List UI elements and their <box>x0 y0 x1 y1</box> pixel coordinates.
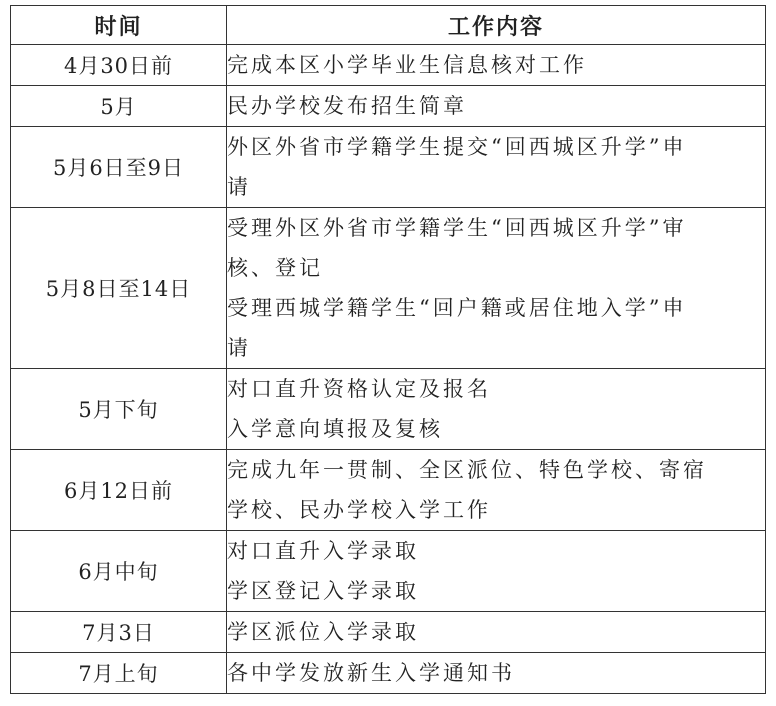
work-line: 对口直升入学录取 <box>227 539 419 563</box>
time-cell: 5月下旬 <box>11 369 227 450</box>
work-line: 各中学发放新生入学通知书 <box>227 661 515 685</box>
work-line: 对口直升资格认定及报名 <box>227 377 491 401</box>
header-row <box>11 6 766 45</box>
table-row <box>11 86 766 127</box>
time-cell: 5月 <box>11 86 227 127</box>
work-line: 学区登记入学录取 <box>227 579 419 603</box>
work-cell <box>227 86 766 127</box>
table-row <box>11 450 766 531</box>
time-cell: 6月12日前 <box>11 450 227 531</box>
work-line: 完成本区小学毕业生信息核对工作 <box>227 53 587 77</box>
work-cell <box>227 369 766 450</box>
time-cell: 7月上旬 <box>11 653 227 694</box>
work-line: 完成九年一贯制、全区派位、特色学校、寄宿 <box>227 458 707 482</box>
time-cell: 5月6日至9日 <box>11 127 227 208</box>
schedule-table <box>10 5 766 694</box>
work-line: 学校、民办学校入学工作 <box>227 498 491 522</box>
work-cell <box>227 45 766 86</box>
work-cell <box>227 450 766 531</box>
work-line: 学区派位入学录取 <box>227 620 419 644</box>
table-row <box>11 127 766 208</box>
work-cell <box>227 653 766 694</box>
work-cell <box>227 531 766 612</box>
table-row <box>11 45 766 86</box>
work-line: 入学意向填报及复核 <box>227 417 443 441</box>
table-row <box>11 369 766 450</box>
work-cell <box>227 208 766 369</box>
work-line: 民办学校发布招生简章 <box>227 94 467 118</box>
table-row <box>11 531 766 612</box>
time-cell: 6月中旬 <box>11 531 227 612</box>
table-row <box>11 653 766 694</box>
time-cell: 7月3日 <box>11 612 227 653</box>
work-line: 受理西城学籍学生“回户籍或居住地入学”申 <box>227 296 687 320</box>
work-line: 受理外区外省市学籍学生“回西城区升学”审 <box>227 216 687 240</box>
time-cell: 5月8日至14日 <box>11 208 227 369</box>
header-work: 工作内容 <box>227 6 766 45</box>
header-time: 时间 <box>11 6 227 45</box>
work-line: 核、登记 <box>227 256 323 280</box>
work-line: 外区外省市学籍学生提交“回西城区升学”申 <box>227 135 687 159</box>
work-line: 请 <box>227 175 251 199</box>
table-row <box>11 612 766 653</box>
work-line: 请 <box>227 336 251 360</box>
work-cell <box>227 127 766 208</box>
work-cell <box>227 612 766 653</box>
time-cell: 4月30日前 <box>11 45 227 86</box>
table-row <box>11 208 766 369</box>
